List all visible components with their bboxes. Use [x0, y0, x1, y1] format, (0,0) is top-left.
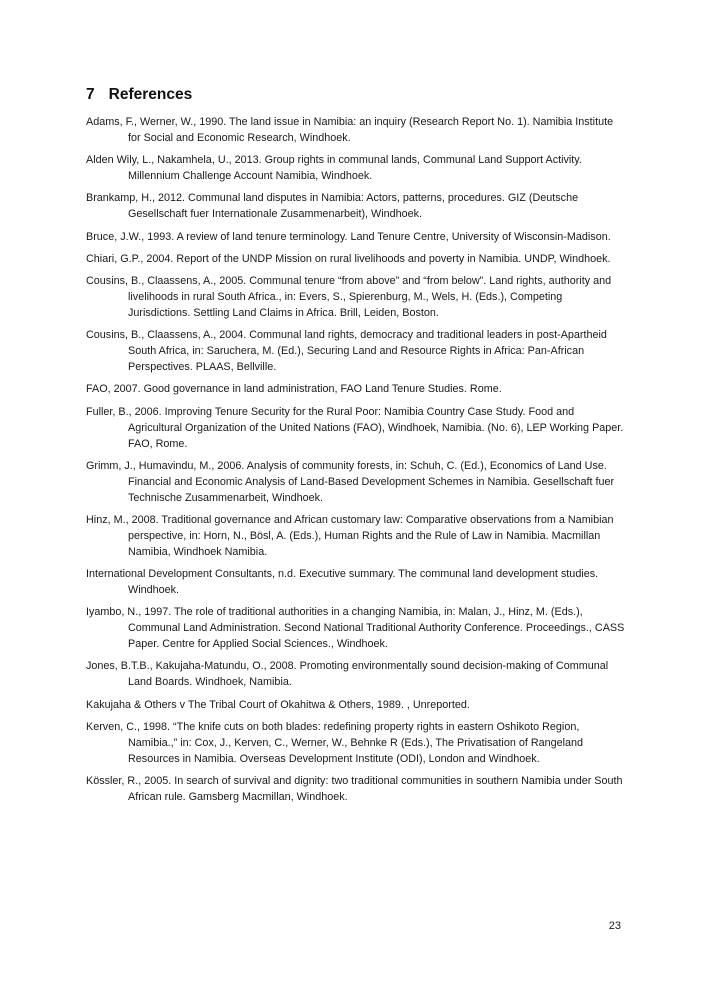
reference-entry: Cousins, B., Claassens, A., 2004. Communal land rights, democracy and traditional leaders in post-Apartheid South Africa, in: Saruchera, M. (Ed.), Securing Land and Resource Rights in Africa: Pan-African Perspectives. PLAAS, Bellville.: [86, 329, 607, 374]
section-heading: [86, 86, 192, 104]
reference-entry: Iyambo, N., 1997. The role of traditional authorities in a changing Namibia, in: Malan, J., Hinz, M. (Eds.), Communal Land Administration. Second National Traditional Authority Conference. Proceedings., CASS Paper. Centre for Applied Social Sciences., Windhoek.: [86, 606, 625, 651]
reference-entry: International Development Consultants, n.d. Executive summary. The communal land development studies. Windhoek.: [86, 568, 599, 597]
reference-entry: Fuller, B., 2006. Improving Tenure Security for the Rural Poor: Namibia Country Case Study. Food and Agricultural Organization of the United Nations (FAO), Windhoek, Namibia. (No. 6), LEP Working Paper. FAO, Rome.: [86, 405, 624, 450]
reference-entry: Jones, B.T.B., Kakujaha-Matundu, O., 2008. Promoting environmentally sound decision-making of Communal Land Boards. Windhoek, Namibia.: [86, 660, 609, 689]
reference-entry: Kerven, C., 1998. “The knife cuts on both blades: redefining property rights in eastern Oshikoto Region, Namibia.,” in: Cox, J., Kerven, C., Werner, W., Behnke R (Eds.), The Privatisation of Rangeland Resources in Namibia. Overseas Development Institute (ODI), London and Windhoek.: [86, 720, 584, 765]
reference-entry: Kössler, R., 2005. In search of survival and dignity: two traditional communities in southern Namibia under South African rule. Gamsberg Macmillan, Windhoek.: [86, 775, 623, 803]
reference-entry: Grimm, J., Humavindu, M., 2006. Analysis of community forests, in: Schuh, C. (Ed.), Economics of Land Use. Financial and Economic Analysis of Land-Based Development Schemes in Namibia. Gesellschaft fuer Technische Zusammenarbeit, Windhoek.: [86, 459, 615, 504]
reference-entry: FAO, 2007. Good governance in land administration, FAO Land Tenure Studies. Rome.: [86, 383, 502, 396]
reference-entry: Hinz, M., 2008. Traditional governance and African customary law: Comparative observations from a Namibian perspective, in: Horn, N., Bösl, A. (Eds.), Human Rights and the Rule of Law in Namibia. Macmillan Namibia, Windhoek Namibia.: [86, 513, 614, 558]
reference-entry: Chiari, G.P., 2004. Report of the UNDP Mission on rural livelihoods and poverty in Namibia. UNDP, Windhoek.: [86, 252, 611, 265]
reference-entry: Bruce, J.W., 1993. A review of land tenure terminology. Land Tenure Centre, University of Wisconsin-Madison.: [86, 230, 611, 243]
reference-entry: Cousins, B., Claassens, A., 2005. Communal tenure “from above” and “from below”. Land rights, authority and livelihoods in rural South Africa., in: Evers, S., Spierenburg, M., Wels, H. (Eds.), Competing Jurisdictions. Settling Land Claims in Africa. Brill, Leiden, Boston.: [86, 274, 612, 319]
page-number: 23: [608, 920, 621, 932]
reference-entry: Alden Wily, L., Nakamhela, U., 2013. Group rights in communal lands, Communal Land Support Activity. Millennium Challenge Account Namibia, Windhoek.: [86, 154, 582, 183]
section-title: References: [108, 86, 193, 103]
section-number: 7: [86, 86, 95, 103]
reference-entry: Kakujaha & Others v The Tribal Court of Okahitwa & Others, 1989. , Unreported.: [86, 698, 470, 711]
reference-entry: Adams, F., Werner, W., 1990. The land issue in Namibia: an inquiry (Research Report No. 1). Namibia Institute for Social and Economic Research, Windhoek.: [86, 116, 614, 144]
reference-entry: Brankamp, H., 2012. Communal land disputes in Namibia: Actors, patterns, procedures. GIZ (Deutsche Gesellschaft fuer Internationale Zusammenarbeit), Windhoek.: [86, 192, 579, 221]
reference-list: [86, 114, 626, 811]
